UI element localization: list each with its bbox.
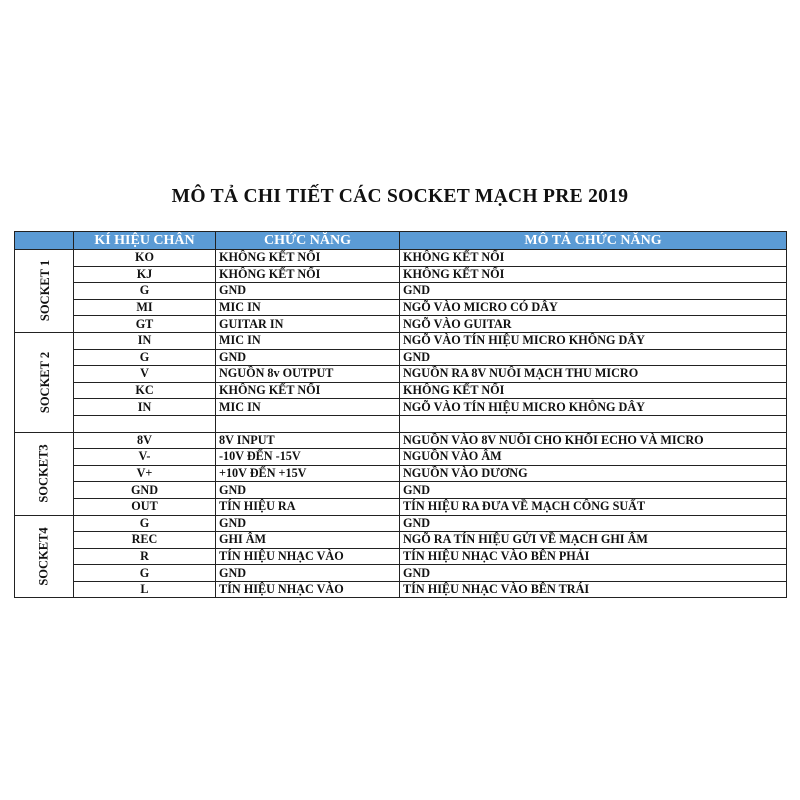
table-row bbox=[15, 283, 787, 300]
table-row bbox=[15, 498, 787, 515]
table-header-row bbox=[15, 232, 787, 250]
table-row bbox=[15, 532, 787, 549]
pin-cell: R bbox=[74, 548, 216, 565]
table-row bbox=[15, 399, 787, 416]
func-cell: KHÔNG KẾT NỐI bbox=[216, 250, 400, 267]
pin-cell: IN bbox=[74, 332, 216, 349]
func-cell: NGUỒN 8v OUTPUT bbox=[216, 366, 400, 383]
table-row bbox=[15, 548, 787, 565]
desc-cell: KHÔNG KẾT NỐI bbox=[400, 266, 787, 283]
table-row bbox=[15, 299, 787, 316]
table-row bbox=[15, 415, 787, 432]
pin-cell: G bbox=[74, 349, 216, 366]
socket-label-cell bbox=[15, 432, 74, 515]
pin-cell: G bbox=[74, 565, 216, 582]
pin-cell: G bbox=[74, 283, 216, 300]
table-row bbox=[15, 382, 787, 399]
pin-cell: L bbox=[74, 581, 216, 598]
func-cell: GHI ÂM bbox=[216, 532, 400, 549]
func-cell: MIC IN bbox=[216, 299, 400, 316]
table-row bbox=[15, 482, 787, 499]
func-cell: GND bbox=[216, 283, 400, 300]
pin-cell: V- bbox=[74, 449, 216, 466]
func-cell: GND bbox=[216, 515, 400, 532]
func-cell: GND bbox=[216, 482, 400, 499]
table-row bbox=[15, 266, 787, 283]
header-function: CHỨC NĂNG bbox=[216, 232, 400, 250]
table-row bbox=[15, 366, 787, 383]
func-cell: MIC IN bbox=[216, 399, 400, 416]
table-row bbox=[15, 250, 787, 267]
desc-cell: GND bbox=[400, 565, 787, 582]
desc-cell: GND bbox=[400, 349, 787, 366]
pin-cell: KJ bbox=[74, 266, 216, 283]
socket-label-cell bbox=[15, 332, 74, 432]
desc-cell: TÍN HIỆU RA ĐƯA VỀ MẠCH CÔNG SUẤT bbox=[400, 498, 787, 515]
desc-cell: GND bbox=[400, 283, 787, 300]
desc-cell: NGUỒN VÀO DƯƠNG bbox=[400, 465, 787, 482]
socket-table bbox=[14, 231, 787, 598]
pin-cell: KC bbox=[74, 382, 216, 399]
desc-cell: NGUỒN RA 8V NUÔI MẠCH THU MICRO bbox=[400, 366, 787, 383]
desc-cell: KHÔNG KẾT NỐI bbox=[400, 250, 787, 267]
table-row bbox=[15, 449, 787, 466]
table-row bbox=[15, 316, 787, 333]
func-cell: -10V ĐẾN -15V bbox=[216, 449, 400, 466]
pin-cell: IN bbox=[74, 399, 216, 416]
func-cell: GND bbox=[216, 565, 400, 582]
table-row bbox=[15, 581, 787, 598]
pin-cell: 8V bbox=[74, 432, 216, 449]
func-cell: KHÔNG KẾT NỐI bbox=[216, 266, 400, 283]
pin-cell bbox=[74, 415, 216, 432]
pin-cell: G bbox=[74, 515, 216, 532]
func-cell: +10V ĐẾN +15V bbox=[216, 465, 400, 482]
desc-cell: NGUỒN VÀO 8V NUÔI CHO KHỐI ECHO VÀ MICRO bbox=[400, 432, 787, 449]
func-cell: GND bbox=[216, 349, 400, 366]
pin-cell: KO bbox=[74, 250, 216, 267]
table-row bbox=[15, 565, 787, 582]
header-pin: KÍ HIỆU CHÂN bbox=[74, 232, 216, 250]
pin-cell: GND bbox=[74, 482, 216, 499]
func-cell: TÍN HIỆU NHẠC VÀO bbox=[216, 548, 400, 565]
table-row bbox=[15, 432, 787, 449]
func-cell: GUITAR IN bbox=[216, 316, 400, 333]
desc-cell: GND bbox=[400, 482, 787, 499]
func-cell: KHÔNG KẾT NỐI bbox=[216, 382, 400, 399]
pin-cell: REC bbox=[74, 532, 216, 549]
desc-cell: KHÔNG KẾT NỐI bbox=[400, 382, 787, 399]
desc-cell: NGÕ VÀO MICRO CÓ DÂY bbox=[400, 299, 787, 316]
pin-cell: V+ bbox=[74, 465, 216, 482]
header-socket-blank bbox=[15, 232, 74, 250]
table-row bbox=[15, 515, 787, 532]
func-cell: TÍN HIỆU NHẠC VÀO bbox=[216, 581, 400, 598]
socket-label-cell bbox=[15, 250, 74, 333]
pin-cell: MI bbox=[74, 299, 216, 316]
socket-label-cell bbox=[15, 515, 74, 598]
socket-label: SOCKET 2 bbox=[38, 351, 53, 413]
socket-label: SOCKET4 bbox=[36, 527, 51, 586]
socket-label: SOCKET 1 bbox=[38, 260, 53, 322]
desc-cell: GND bbox=[400, 515, 787, 532]
func-cell: MIC IN bbox=[216, 332, 400, 349]
pin-cell: GT bbox=[74, 316, 216, 333]
header-description: MÔ TẢ CHỨC NĂNG bbox=[400, 232, 787, 250]
func-cell: 8V INPUT bbox=[216, 432, 400, 449]
page-title: MÔ TẢ CHI TIẾT CÁC SOCKET MẠCH PRE 2019 bbox=[171, 186, 629, 207]
pin-cell: OUT bbox=[74, 498, 216, 515]
desc-cell: TÍN HIỆU NHẠC VÀO BÊN PHẢI bbox=[400, 548, 787, 565]
table-body bbox=[15, 250, 787, 598]
table-row bbox=[15, 349, 787, 366]
func-cell: TÍN HIỆU RA bbox=[216, 498, 400, 515]
desc-cell: NGÕ VÀO GUITAR bbox=[400, 316, 787, 333]
pin-cell: V bbox=[74, 366, 216, 383]
table-row bbox=[15, 465, 787, 482]
desc-cell: NGÕ RA TÍN HIỆU GỬI VỀ MẠCH GHI ÂM bbox=[400, 532, 787, 549]
table-row bbox=[15, 332, 787, 349]
desc-cell: TÍN HIỆU NHẠC VÀO BÊN TRÁI bbox=[400, 581, 787, 598]
socket-label: SOCKET3 bbox=[36, 444, 51, 503]
desc-cell: NGUỒN VÀO ÂM bbox=[400, 449, 787, 466]
desc-cell: NGÕ VÀO TÍN HIỆU MICRO KHÔNG DÂY bbox=[400, 399, 787, 416]
desc-cell bbox=[400, 415, 787, 432]
desc-cell: NGÕ VÀO TÍN HIỆU MICRO KHÔNG DÂY bbox=[400, 332, 787, 349]
func-cell bbox=[216, 415, 400, 432]
